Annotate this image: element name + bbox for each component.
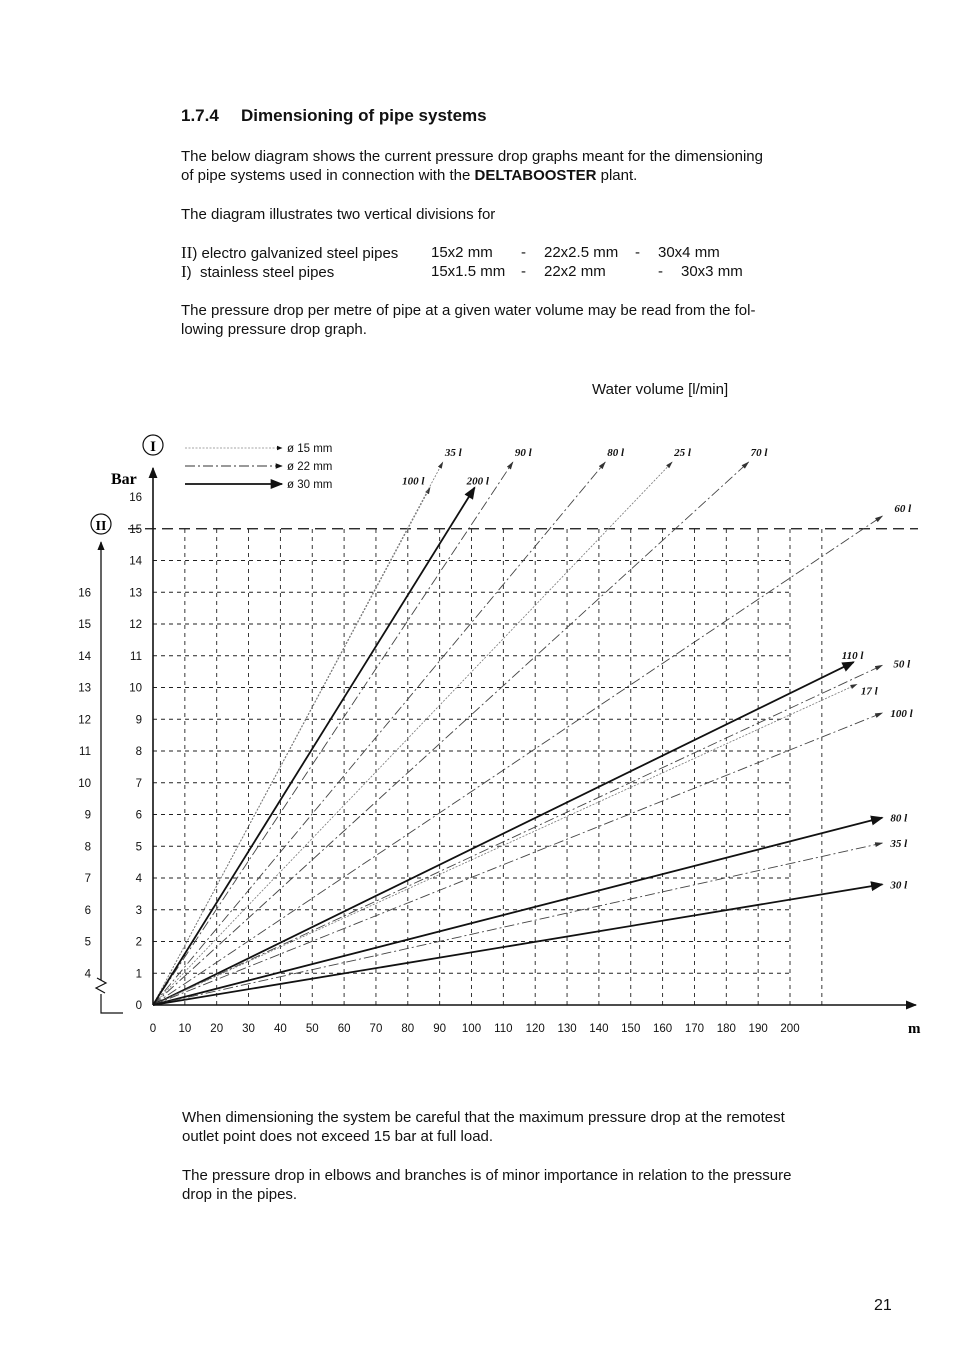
graph-text-line-2: lowing pressure drop graph. [181,321,367,338]
series-line [153,462,672,1005]
section-number: 1.7.4 [181,106,219,125]
series-line [153,462,443,1005]
x-tick-label: 20 [210,1023,224,1035]
y-tick-label-II: 13 [78,682,91,695]
series-line [153,462,605,1005]
y-tick-label-I: 2 [135,936,142,949]
series-line [153,487,475,1005]
x-tick-label: 0 [149,1023,157,1035]
x-tick-label: 200 [780,1023,800,1035]
note-1-line-2: outlet point does not exceed 15 bar at full load. [182,1128,494,1145]
intro-line-2: of pipe systems used in connection with the DELTABOOSTER plant. [181,167,638,184]
series-line [153,713,882,1005]
y-tick-label-II: 12 [78,714,91,727]
x-axis-title: m [908,1021,921,1037]
chart-title: Water volume [l/min] [592,381,729,398]
separator: - [658,263,663,280]
axis-II-foot [101,994,123,1013]
series-line [153,665,882,1005]
axis-break-icon [96,978,106,993]
x-tick-label: 160 [653,1023,673,1035]
separator: - [521,244,526,261]
y-tick-label-I: 16 [129,492,142,504]
chart-axes [78,435,921,1037]
series-line [153,818,882,1005]
y-tick-label-II: 16 [78,587,91,600]
chart-legend [185,443,332,491]
y-tick-label-I: 14 [129,555,142,568]
y-tick-label-II: 6 [84,904,91,917]
series-label: 90 l [514,447,532,460]
legend-label: ø 22 mm [287,461,333,473]
material-label: II) electro galvanized steel pipes [181,243,399,262]
x-tick-label: 190 [748,1023,768,1035]
note-max-pressure [182,1108,862,1146]
y-tick-label-I: 6 [135,809,142,822]
series-line [153,684,857,1005]
x-tick-label: 10 [178,1023,192,1035]
series-label: 50 l [893,658,911,671]
y-tick-label-II: 15 [78,619,91,631]
series-line [153,843,882,1005]
x-tick-label: 70 [369,1023,383,1035]
x-tick-label: 100 [461,1023,482,1035]
y-tick-label-II: 14 [78,650,91,663]
y-tick-label-I: 12 [129,619,142,631]
y-axis-title: Bar [111,471,137,488]
y-tick-label-II: 11 [79,746,91,758]
note-1-line-1: When dimensioning the system be careful that the maximum pressure drop at the remotest [182,1109,785,1126]
note-2-line-2: drop in the pipes. [182,1186,298,1203]
x-tick-label: 40 [274,1023,287,1035]
separator: - [521,263,526,280]
series-label: 100 l [402,475,425,488]
dim-30: 30x4 mm [658,244,720,261]
graph-text-line-1: The pressure drop per metre of pipe at a given water volume may be read from the fol- [181,302,756,319]
series-label: 60 l [894,503,912,516]
x-tick-label: 50 [305,1023,319,1035]
dim-15: 15x2 mm [431,244,493,261]
x-tick-label: 140 [589,1023,609,1035]
series-label: 70 l [750,447,768,460]
y-tick-label-II: 9 [84,809,91,822]
x-tick-label: 130 [557,1023,577,1035]
y-tick-label-II: 4 [84,968,91,981]
y-tick-label-I: 7 [135,777,142,790]
legend-label: ø 15 mm [287,443,333,455]
series-line [153,884,882,1005]
series-label: 80 l [890,812,908,825]
legend-label: ø 30 mm [287,479,333,491]
y-tick-label-I: 8 [135,746,142,758]
x-tick-label: 170 [684,1023,705,1035]
x-tick-label: 60 [337,1023,351,1035]
series-label: 17 l [860,685,878,698]
y-tick-label-II: 7 [84,873,91,885]
series-line [153,462,513,1005]
divisions-text: The diagram illustrates two vertical divisions for [181,206,496,223]
y-tick-label-I: 11 [130,650,142,663]
y-tick-label-II: 10 [78,777,91,790]
x-tick-label: 30 [242,1023,255,1035]
series-line [153,516,882,1005]
intro-line-1: The below diagram shows the current pressure drop graphs meant for the dimensioning [181,148,763,165]
series-line [153,462,749,1005]
separator: - [635,244,640,261]
y-tick-label-II: 5 [84,936,91,949]
page-number: 21 [874,1297,892,1314]
y-tick-label-I: 1 [135,968,142,981]
dim-15: 15x1.5 mm [431,263,506,280]
axis-II-marker: II [95,519,107,534]
note-2-line-1: The pressure drop in elbows and branches is of minor importance in relation to the pressure [182,1167,792,1184]
dim-30: 30x3 mm [681,263,743,280]
x-tick-label: 180 [716,1023,736,1035]
dim-22: 22x2.5 mm [544,244,619,261]
y-tick-label-I: 9 [135,714,142,727]
y-tick-label-I: 13 [129,587,142,600]
product-name: DELTABOOSTER [474,167,597,184]
y-tick-label-I: 15 [129,523,142,536]
material-label: I) stainless steel pipes [181,262,335,281]
series-label: 30 l [890,879,908,892]
y-tick-label-I: 0 [135,1000,142,1012]
section-title: Dimensioning of pipe systems [241,106,487,125]
series-label: 110 l [841,650,864,663]
y-tick-label-I: 4 [135,873,142,885]
y-tick-label-I: 3 [135,904,142,917]
x-tick-label: 90 [433,1023,447,1035]
y-tick-label-II: 8 [84,841,91,854]
series-label: 25 l [674,447,691,460]
series-label: 35 l [890,838,908,851]
series-label: 35 l [444,447,462,460]
series-label: 100 l [890,707,913,720]
x-tick-label: 110 [494,1023,513,1035]
chart-grid [128,529,918,1005]
dim-22: 22x2 mm [544,263,606,280]
note-elbows [182,1166,862,1204]
series-label: 200 l [466,475,489,488]
y-tick-label-I: 10 [129,682,142,695]
axis-I-marker: I [150,439,156,455]
x-tick-label: 150 [621,1023,641,1035]
chart-series [153,462,882,1005]
series-label: 80 l [607,447,625,460]
x-tick-label: 80 [401,1023,415,1035]
x-tick-label: 120 [525,1023,545,1035]
y-tick-label-I: 5 [135,841,142,854]
